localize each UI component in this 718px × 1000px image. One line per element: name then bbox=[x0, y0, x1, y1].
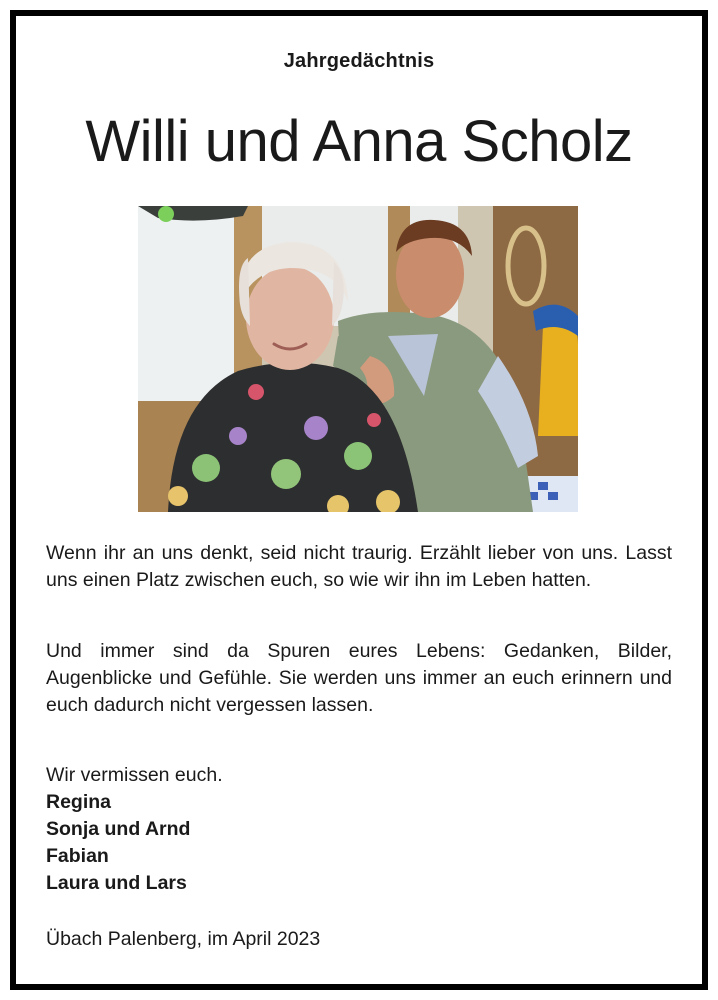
signer-name: Sonja und Arnd bbox=[46, 818, 191, 840]
signer-name: Regina bbox=[46, 791, 112, 813]
signer-name: Fabian bbox=[46, 845, 109, 867]
memorial-paragraph-1: Wenn ihr an uns denkt, seid nicht traurig. Erzählt lieber von uns. Lasst uns einen Platz zwischen euch, so wie wir ihn im Leben hatten. bbox=[46, 542, 672, 591]
couple-photo-illustration bbox=[138, 206, 578, 512]
memorial-paragraph-2: Und immer sind da Spuren eures Lebens: Gedanken, Bilder, Augenblicke und Gefühle. Sie werden uns immer an euch erinnern und euch dadurch nicht vergessen lassen. bbox=[46, 640, 672, 716]
closing-line: Wir vermissen euch. bbox=[46, 764, 223, 786]
closing-section bbox=[46, 762, 223, 897]
place-date: Übach Palenberg, im April 2023 bbox=[46, 928, 321, 950]
notice-frame bbox=[10, 10, 708, 990]
couple-photo bbox=[138, 206, 578, 512]
deceased-names: Willi und Anna Scholz bbox=[85, 109, 633, 174]
notice-heading: Jahrgedächtnis bbox=[283, 50, 435, 72]
signer-name: Laura und Lars bbox=[46, 872, 187, 894]
